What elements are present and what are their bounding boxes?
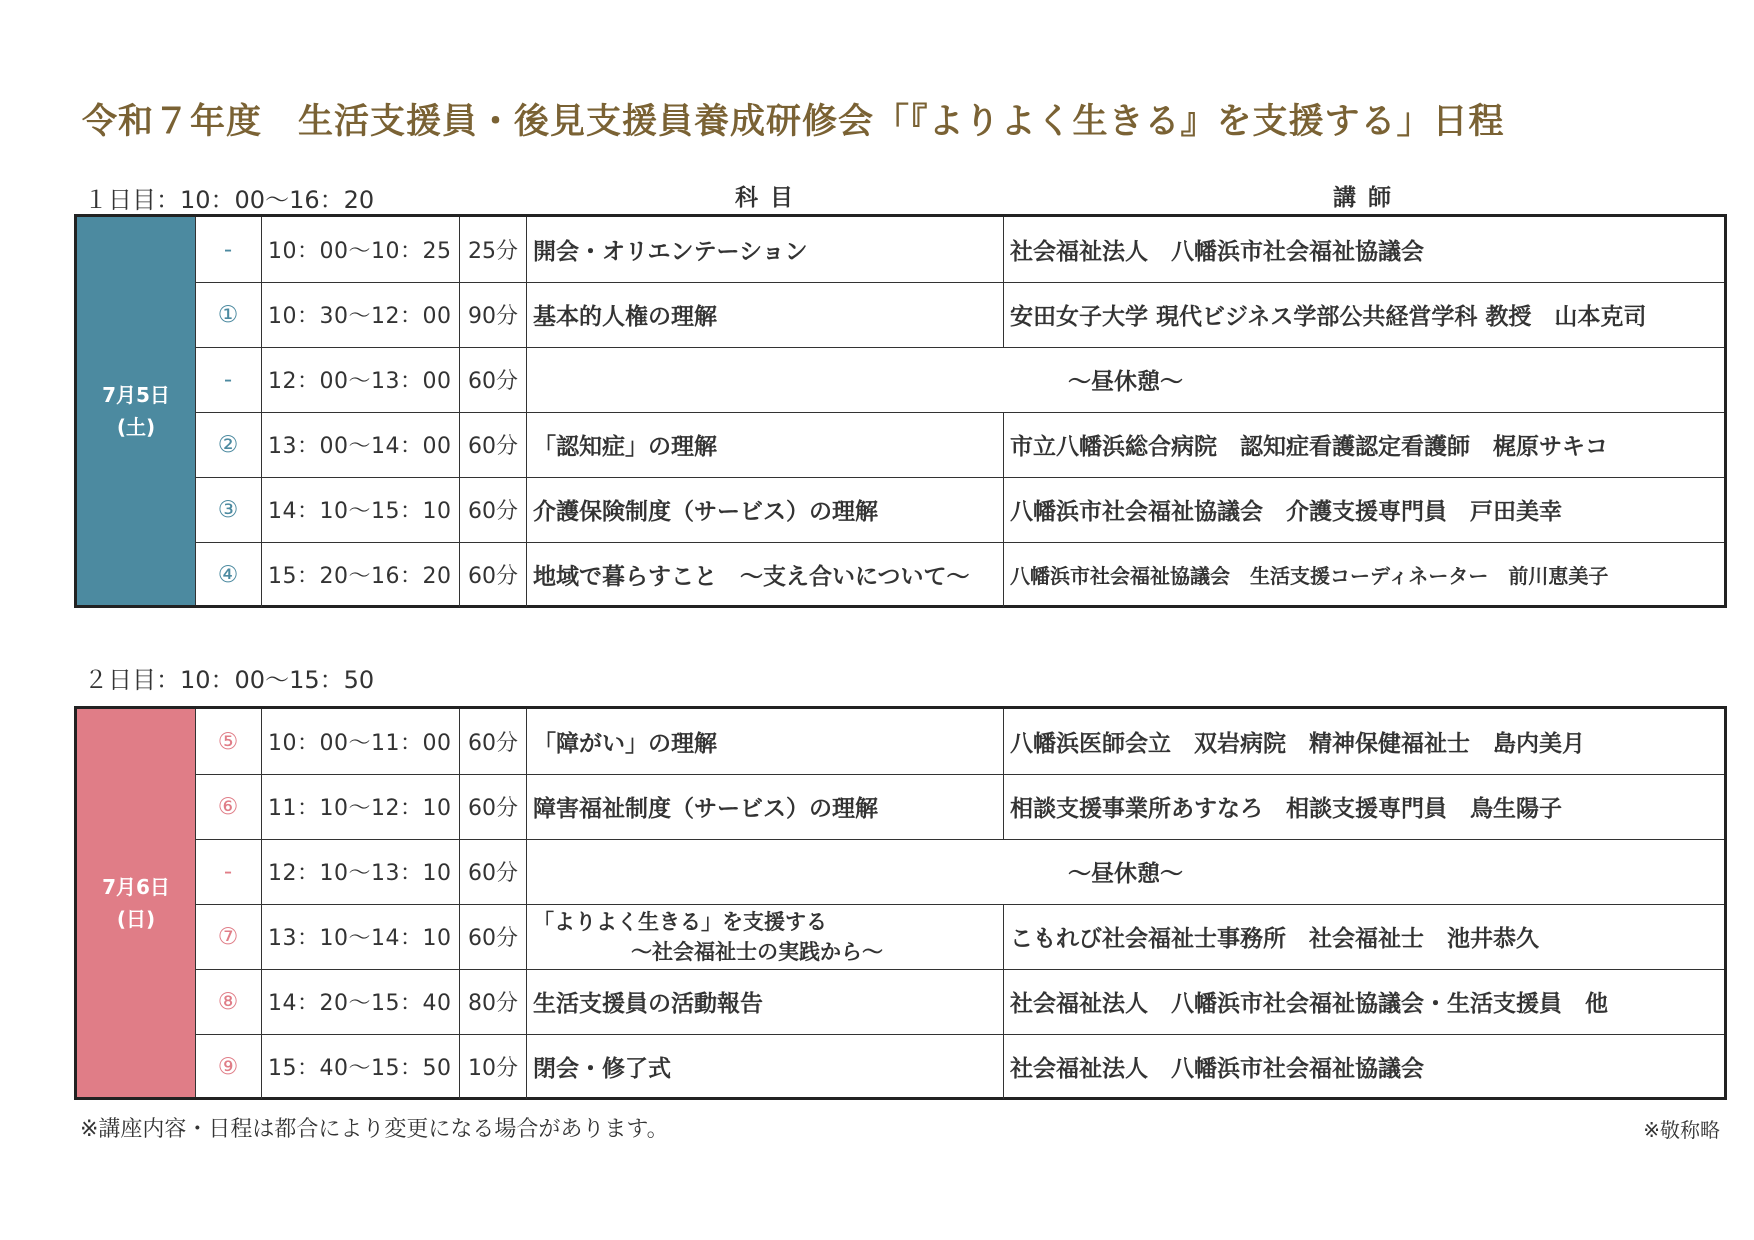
session-number: -	[195, 839, 262, 904]
table-row	[195, 542, 1724, 607]
session-lecturer: 社会福祉法人 八幡浜市社会福祉協議会・生活支援員 他	[1010, 991, 1608, 1017]
session-time: 15：40〜15：50	[262, 1034, 460, 1099]
session-duration: 60分	[460, 347, 527, 412]
table-row	[195, 709, 1724, 775]
session-number: ⑧	[195, 969, 262, 1034]
session-duration: 90分	[460, 282, 527, 347]
session-duration: 25分	[460, 217, 527, 282]
table-row	[195, 774, 1724, 840]
schedule-change-note: ※講座内容・日程は都合により変更になる場合があります。	[80, 1117, 669, 1142]
session-subject: 開会・オリエンテーション	[527, 217, 1004, 282]
session-subject: 「認知症」の理解	[527, 412, 1004, 477]
session-number: ⑨	[195, 1034, 262, 1099]
day2-date: 7月6日	[102, 875, 170, 899]
session-number: -	[195, 347, 262, 412]
session-lecturer: 八幡浜市社会福祉協議会 生活支援コーディネーター 前川恵美子	[1010, 564, 1609, 588]
session-lecturer: 相談支援事業所あすなろ 相談支援専門員 鳥生陽子	[1010, 796, 1562, 822]
session-number: ①	[195, 282, 262, 347]
session-number: ②	[195, 412, 262, 477]
table-row	[195, 839, 1724, 905]
day2-header: ２日目：10：00〜15：50	[84, 666, 375, 694]
session-subject: 基本的人権の理解	[527, 282, 1004, 347]
session-time: 14：20〜15：40	[262, 969, 460, 1034]
table-row	[195, 969, 1724, 1035]
session-duration: 80分	[460, 969, 527, 1034]
lecturer-column-header: 講師	[1333, 185, 1403, 211]
honorifics-note: ※敬称略	[1643, 1118, 1720, 1142]
session-duration: 60分	[460, 774, 527, 839]
session-number: ③	[195, 477, 262, 542]
session-number: ⑤	[195, 709, 262, 774]
session-subject-line1: 「よりよく生きる」を支援する	[533, 909, 827, 934]
table-row	[195, 347, 1724, 413]
session-duration: 60分	[460, 904, 527, 969]
session-lecturer: 八幡浜市社会福祉協議会 介護支援専門員 戸田美幸	[1010, 499, 1562, 525]
day1-date: 7月5日	[102, 383, 170, 407]
session-time: 13：00〜14：00	[262, 412, 460, 477]
session-subject: 閉会・修了式	[527, 1034, 1004, 1099]
table-row	[195, 412, 1724, 478]
session-number: -	[195, 217, 262, 282]
day2-weekday: (日)	[116, 907, 156, 931]
session-time: 15：20〜16：20	[262, 542, 460, 607]
table-row	[195, 282, 1724, 348]
session-time: 13：10〜14：10	[262, 904, 460, 969]
session-subject: 介護保険制度（サービス）の理解	[527, 477, 1004, 542]
session-time: 12：10〜13：10	[262, 839, 460, 904]
session-number: ④	[195, 542, 262, 607]
session-duration: 60分	[460, 709, 527, 774]
session-subject-line2: 〜社会福祉士の実践から〜	[631, 939, 883, 964]
session-duration: 60分	[460, 477, 527, 542]
session-time: 14：10〜15：10	[262, 477, 460, 542]
day2-date-cell	[77, 709, 196, 1097]
session-subject	[527, 904, 1004, 969]
table-row	[195, 217, 1724, 283]
session-time: 10：00〜11：00	[262, 709, 460, 774]
subject-column-header: 科目	[735, 185, 805, 211]
session-lecturer: こもれび社会福祉士事務所 社会福祉士 池井恭久	[1010, 926, 1539, 952]
table-row	[195, 477, 1724, 543]
session-duration: 60分	[460, 839, 527, 904]
session-time: 10：00〜10：25	[262, 217, 460, 282]
session-subject: 生活支援員の活動報告	[527, 969, 1004, 1034]
session-subject: 「障がい」の理解	[527, 709, 1004, 774]
session-lecturer: 社会福祉法人 八幡浜市社会福祉協議会	[1010, 239, 1424, 265]
session-lecturer: 社会福祉法人 八幡浜市社会福祉協議会	[1010, 1056, 1424, 1082]
session-lecturer: 市立八幡浜総合病院 認知症看護認定看護師 梶原サキコ	[1010, 434, 1608, 460]
table-row	[195, 1034, 1724, 1099]
session-subject: 地域で暮らすこと 〜支え合いについて〜	[527, 542, 1004, 607]
session-number: ⑦	[195, 904, 262, 969]
page-title: 令和７年度 生活支援員・後見支援員養成研修会「『よりよく生きる』を支援する」日程	[82, 102, 1505, 142]
session-duration: 10分	[460, 1034, 527, 1099]
session-number: ⑥	[195, 774, 262, 839]
day2-schedule-table	[74, 706, 1727, 1100]
day1-header: １日目：10：00〜16：20	[84, 186, 375, 214]
day1-schedule-table	[74, 214, 1727, 608]
session-lecturer: 安田女子大学 現代ビジネス学部公共経営学科 教授 山本克司	[1010, 304, 1647, 330]
session-time: 12：00〜13：00	[262, 347, 460, 412]
session-lecturer: 八幡浜医師会立 双岩病院 精神保健福祉士 島内美月	[1010, 731, 1585, 757]
session-duration: 60分	[460, 412, 527, 477]
session-time: 11：10〜12：10	[262, 774, 460, 839]
day1-date-cell	[77, 217, 196, 605]
day1-weekday: (土)	[116, 415, 156, 439]
table-row	[195, 904, 1724, 970]
lunch-break-label: 〜昼休憩〜	[1068, 861, 1183, 887]
session-time: 10：30〜12：00	[262, 282, 460, 347]
session-subject: 障害福祉制度（サービス）の理解	[527, 774, 1004, 839]
lunch-break-label: 〜昼休憩〜	[1068, 369, 1183, 395]
session-duration: 60分	[460, 542, 527, 607]
